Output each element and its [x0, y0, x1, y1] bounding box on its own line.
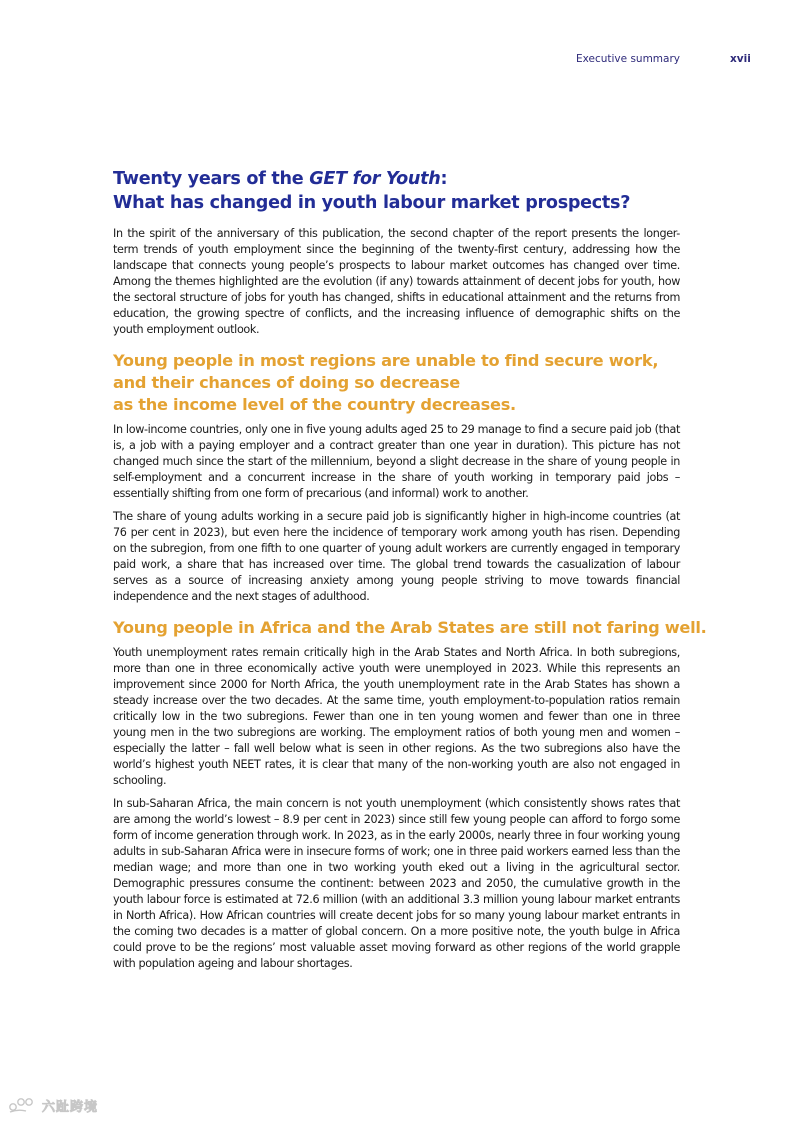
body-paragraph: In sub-Saharan Africa, the main concern is not youth unemployment (which consistently shows rates that are among the world’s lowest – 8.9 per cent in 2023) since still few young people can afford to forgo some form of income generation through work. In 2023, as in the early 2000s, nearly three in four working young adults in sub-Saharan Africa were in insecure forms of work; one in three paid workers earned less than the median wage; and more than one in two working youth eked out a living in the agricultural sector. Demographic pressures consume the continent: between 2023 and 2050, the cumulative growth in the youth labour force is estimated at 72.6 million (with an additional 3.3 million young labour market entrants in North Africa). How African countries will create decent jobs for so many young labour market entrants in the coming two decades is a matter of global concern. On a more positive note, the youth bulge in Africa could prove to be the regions’ most valuable asset moving forward as other regions of the world grapple with population ageing and labour shortages.	[113, 797, 680, 970]
section-title-line-2: What has changed in youth labour market prospects?	[113, 193, 631, 213]
title-report-name: GET for Youth	[309, 169, 441, 189]
page-content	[113, 167, 707, 979]
subheading-line: Young people in Africa and the Arab States are still not faring well.	[113, 618, 707, 637]
subheading-line: and their chances of doing so decrease	[113, 373, 460, 392]
section-title	[113, 167, 680, 215]
title-colon: :	[440, 169, 448, 189]
running-head-section: Executive summary	[575, 53, 680, 65]
title-prefix: Twenty years of the	[113, 169, 310, 189]
body-paragraph: Youth unemployment rates remain critically high in the Arab States and North Africa. In both subregions, more than one in three economically active youth were unemployed in 2023. While this represents an improvement since 2000 for North Africa, the youth unemployment rate in the Arab States has shown a steady increase over the two decades. At the same time, youth employment-to-population ratios remain critically low in the two subregions. Fewer than one in ten young women and fewer than one in three young men in the two subregions are working. The employment ratios of both young men and women – especially the latter – fall well below what is seen in other regions. As the two subregions also have the world’s highest youth NEET rates, it is clear that many of the non-working youth are also not engaged in schooling.	[113, 646, 680, 787]
subheading-line: Young people in most regions are unable to find secure work,	[113, 351, 659, 370]
subheading-line: as the income level of the country decreases.	[113, 395, 516, 414]
watermark-text: 六趾跨境	[42, 1099, 99, 1115]
watermark	[8, 1095, 98, 1115]
intro-paragraph: In the spirit of the anniversary of this publication, the second chapter of the report presents the longer-term trends of youth employment since the beginning of the twenty-first century, addressing how the landscape that connects young people’s prospects to labour market outcomes has changed over time. Among the themes highlighted are the evolution (if any) towards attainment of decent jobs for youth, how the sectoral structure of jobs for youth has changed, shifts in educational attainment and the returns from education, the growing spectre of conflicts, and the increasing influence of demographic shifts on the youth employment outlook.	[113, 227, 680, 336]
body-paragraph: In low-income countries, only one in five young adults aged 25 to 29 manage to find a secure paid job (that is, a job with a paying employer and a contract greater than one year in duration). This picture has not changed much since the start of the millennium, beyond a slight decrease in the share of young people in self-employment and a concurrent increase in the share of youth working in temporary paid jobs – essentially shifting from one form of precarious (and informal) work to another.	[113, 423, 680, 500]
subheading-secure-work	[113, 350, 680, 416]
section-title-line-1	[113, 167, 680, 191]
body-paragraph: The share of young adults working in a secure paid job is significantly higher in high-income countries (at 76 per cent in 2023), but even here the incidence of temporary work among youth has risen. Depending on the subregion, from one fifth to one quarter of young adult workers are currently engaged in temporary paid work, a share that has increased over time. The global trend towards the casualization of labour serves as a source of increasing anxiety among young people striving to move towards financial independence and the next stages of adulthood.	[113, 510, 680, 603]
running-head	[0, 53, 793, 69]
subheading-africa-arab-states	[113, 617, 707, 639]
page-number: xvii	[730, 53, 751, 65]
watermark-logo-icon	[8, 1096, 38, 1114]
